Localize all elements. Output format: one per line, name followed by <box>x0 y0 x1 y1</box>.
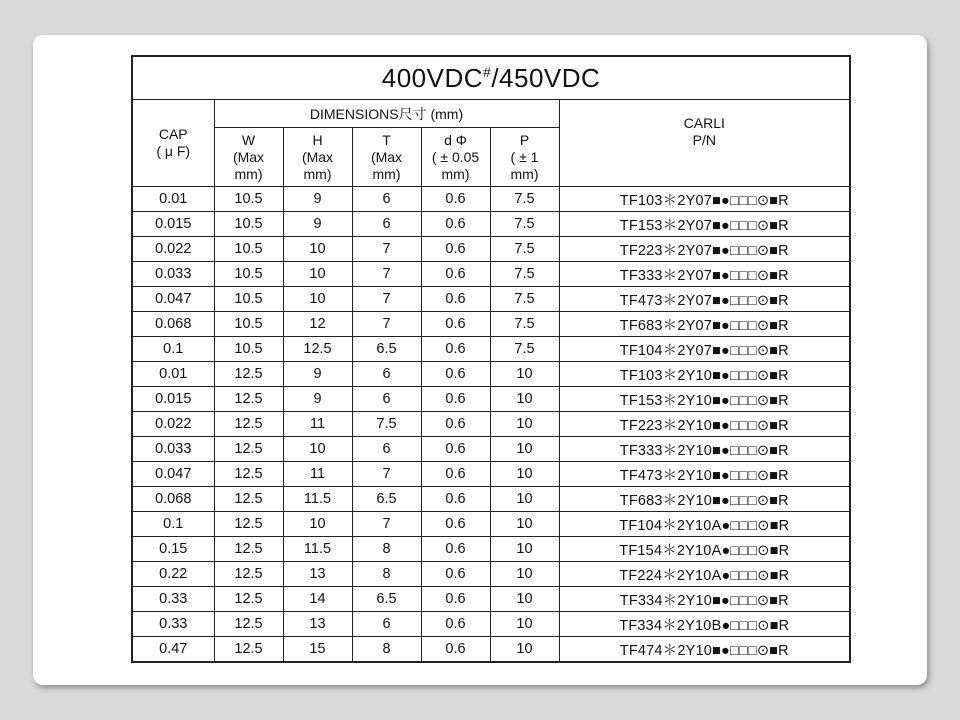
dimension-header-t-line3: mm) <box>372 165 401 182</box>
height-cell: 10 <box>283 287 352 312</box>
table-row <box>132 312 850 337</box>
table-title <box>132 56 850 100</box>
cap-cell: 0.1 <box>132 337 214 362</box>
part-number-cell: TF473＊2Y10■●□□□⊙■R <box>559 462 850 487</box>
width-cell: 12.5 <box>214 462 283 487</box>
thickness-cell: 7 <box>352 462 421 487</box>
dimension-header-w-line2: (Max <box>232 148 265 165</box>
width-cell: 12.5 <box>214 412 283 437</box>
cap-cell: 0.1 <box>132 512 214 537</box>
thickness-cell: 6.5 <box>352 337 421 362</box>
pitch-cell: 10 <box>490 587 559 612</box>
part-number-cell: TF683＊2Y07■●□□□⊙■R <box>559 312 850 337</box>
lead-diameter-cell: 0.6 <box>421 462 490 487</box>
pitch-cell: 10 <box>490 362 559 387</box>
pitch-cell: 7.5 <box>490 337 559 362</box>
height-cell: 9 <box>283 212 352 237</box>
width-cell: 12.5 <box>214 637 283 663</box>
width-cell: 12.5 <box>214 512 283 537</box>
part-number-cell: TF333＊2Y10■●□□□⊙■R <box>559 437 850 462</box>
part-number-cell: TF153＊2Y10■●□□□⊙■R <box>559 387 850 412</box>
part-number-cell: TF683＊2Y10■●□□□⊙■R <box>559 487 850 512</box>
cap-cell: 0.022 <box>132 412 214 437</box>
pitch-cell: 10 <box>490 387 559 412</box>
width-cell: 12.5 <box>214 362 283 387</box>
table-row <box>132 462 850 487</box>
table-row <box>132 212 850 237</box>
pitch-cell: 10 <box>490 612 559 637</box>
pitch-cell: 7.5 <box>490 312 559 337</box>
table-row <box>132 387 850 412</box>
table-row <box>132 187 850 212</box>
cap-cell: 0.015 <box>132 212 214 237</box>
thickness-cell: 6 <box>352 212 421 237</box>
width-cell: 10.5 <box>214 287 283 312</box>
thickness-cell: 7 <box>352 287 421 312</box>
width-cell: 10.5 <box>214 312 283 337</box>
thickness-cell: 6 <box>352 362 421 387</box>
width-cell: 12.5 <box>214 537 283 562</box>
dimension-header-w-line1: W <box>241 131 256 148</box>
table-body <box>132 187 850 663</box>
dimension-header-w <box>214 128 283 187</box>
lead-diameter-cell: 0.6 <box>421 612 490 637</box>
table-row <box>132 437 850 462</box>
part-number-cell: TF473＊2Y07■●□□□⊙■R <box>559 287 850 312</box>
pitch-cell: 10 <box>490 512 559 537</box>
cap-cell: 0.015 <box>132 387 214 412</box>
cap-cell: 0.047 <box>132 462 214 487</box>
thickness-cell: 6 <box>352 612 421 637</box>
cap-cell: 0.022 <box>132 237 214 262</box>
pitch-cell: 10 <box>490 537 559 562</box>
width-cell: 12.5 <box>214 562 283 587</box>
carli-pn-header <box>559 100 850 187</box>
part-number-cell: TF153＊2Y07■●□□□⊙■R <box>559 212 850 237</box>
cap-header-line2: ( μ F) <box>156 143 191 159</box>
dimension-header-h <box>283 128 352 187</box>
part-number-cell: TF103＊2Y07■●□□□⊙■R <box>559 187 850 212</box>
table-row <box>132 612 850 637</box>
height-cell: 11.5 <box>283 487 352 512</box>
table-row <box>132 287 850 312</box>
height-cell: 9 <box>283 387 352 412</box>
thickness-cell: 8 <box>352 537 421 562</box>
dimension-header-h-line2: (Max <box>301 148 334 165</box>
width-cell: 12.5 <box>214 437 283 462</box>
part-number-cell: TF333＊2Y07■●□□□⊙■R <box>559 262 850 287</box>
pitch-cell: 7.5 <box>490 262 559 287</box>
dimension-header-h-line3: mm) <box>303 165 332 182</box>
lead-diameter-cell: 0.6 <box>421 387 490 412</box>
carli-header-line2: P/N <box>692 132 716 148</box>
table-row <box>132 237 850 262</box>
lead-diameter-cell: 0.6 <box>421 337 490 362</box>
cap-cell: 0.33 <box>132 612 214 637</box>
cap-header <box>132 100 214 187</box>
table-row <box>132 512 850 537</box>
pitch-cell: 10 <box>490 562 559 587</box>
height-cell: 11.5 <box>283 537 352 562</box>
thickness-cell: 7 <box>352 512 421 537</box>
dimension-header-t-line2: (Max <box>370 148 403 165</box>
table-row <box>132 412 850 437</box>
pitch-cell: 10 <box>490 437 559 462</box>
lead-diameter-cell: 0.6 <box>421 287 490 312</box>
dimension-header-d-line3: mm) <box>441 165 470 182</box>
part-number-cell: TF104＊2Y07■●□□□⊙■R <box>559 337 850 362</box>
height-cell: 10 <box>283 237 352 262</box>
thickness-cell: 6 <box>352 437 421 462</box>
dimension-header-p-line1: P <box>519 131 530 148</box>
lead-diameter-cell: 0.6 <box>421 537 490 562</box>
pitch-cell: 7.5 <box>490 212 559 237</box>
dimension-header-p-line3: mm) <box>510 165 539 182</box>
cap-cell: 0.01 <box>132 362 214 387</box>
height-cell: 9 <box>283 362 352 387</box>
width-cell: 10.5 <box>214 337 283 362</box>
lead-diameter-cell: 0.6 <box>421 312 490 337</box>
lead-diameter-cell: 0.6 <box>421 412 490 437</box>
lead-diameter-cell: 0.6 <box>421 437 490 462</box>
table-row <box>132 337 850 362</box>
lead-diameter-cell: 0.6 <box>421 587 490 612</box>
pitch-cell: 10 <box>490 462 559 487</box>
carli-header-line1: CARLI <box>683 115 725 131</box>
cap-cell: 0.033 <box>132 262 214 287</box>
lead-diameter-cell: 0.6 <box>421 562 490 587</box>
dimension-header-t-line1: T <box>382 131 391 148</box>
table-row <box>132 487 850 512</box>
cap-cell: 0.33 <box>132 587 214 612</box>
table-row <box>132 262 850 287</box>
part-number-cell: TF334＊2Y10■●□□□⊙■R <box>559 587 850 612</box>
pitch-cell: 10 <box>490 487 559 512</box>
height-cell: 10 <box>283 437 352 462</box>
lead-diameter-cell: 0.6 <box>421 237 490 262</box>
slide <box>33 35 927 685</box>
height-cell: 15 <box>283 637 352 663</box>
height-cell: 12.5 <box>283 337 352 362</box>
capacitor-spec-table <box>131 55 851 663</box>
part-number-cell: TF154＊2Y10A●□□□⊙■R <box>559 537 850 562</box>
lead-diameter-cell: 0.6 <box>421 512 490 537</box>
thickness-cell: 7.5 <box>352 412 421 437</box>
dimension-header-d-line1: d Φ <box>444 131 467 148</box>
lead-diameter-cell: 0.6 <box>421 187 490 212</box>
thickness-cell: 7 <box>352 237 421 262</box>
thickness-cell: 8 <box>352 562 421 587</box>
lead-diameter-cell: 0.6 <box>421 637 490 663</box>
part-number-cell: TF224＊2Y10A●□□□⊙■R <box>559 562 850 587</box>
width-cell: 12.5 <box>214 612 283 637</box>
table-row <box>132 362 850 387</box>
height-cell: 9 <box>283 187 352 212</box>
height-cell: 11 <box>283 412 352 437</box>
cap-header-line1: CAP <box>158 126 188 142</box>
cap-cell: 0.01 <box>132 187 214 212</box>
thickness-cell: 6.5 <box>352 487 421 512</box>
thickness-cell: 6 <box>352 187 421 212</box>
pitch-cell: 7.5 <box>490 237 559 262</box>
cap-cell: 0.033 <box>132 437 214 462</box>
dimension-header-d-line2: ( ± 0.05 <box>431 148 480 165</box>
pitch-cell: 7.5 <box>490 287 559 312</box>
width-cell: 10.5 <box>214 237 283 262</box>
cap-cell: 0.047 <box>132 287 214 312</box>
height-cell: 11 <box>283 462 352 487</box>
pitch-cell: 7.5 <box>490 187 559 212</box>
lead-diameter-cell: 0.6 <box>421 262 490 287</box>
height-cell: 13 <box>283 562 352 587</box>
table-row <box>132 562 850 587</box>
thickness-cell: 8 <box>352 637 421 663</box>
title-superscript: # <box>483 63 492 80</box>
part-number-cell: TF223＊2Y10■●□□□⊙■R <box>559 412 850 437</box>
cap-cell: 0.068 <box>132 312 214 337</box>
height-cell: 12 <box>283 312 352 337</box>
cap-cell: 0.22 <box>132 562 214 587</box>
dimension-header-p-line2: ( ± 1 <box>510 148 539 165</box>
cap-cell: 0.15 <box>132 537 214 562</box>
height-cell: 14 <box>283 587 352 612</box>
pitch-cell: 10 <box>490 412 559 437</box>
title-rest: /450VDC <box>491 62 601 93</box>
width-cell: 12.5 <box>214 387 283 412</box>
thickness-cell: 6.5 <box>352 587 421 612</box>
part-number-cell: TF104＊2Y10A●□□□⊙■R <box>559 512 850 537</box>
dimension-header-d <box>421 128 490 187</box>
thickness-cell: 7 <box>352 312 421 337</box>
part-number-cell: TF103＊2Y10■●□□□⊙■R <box>559 362 850 387</box>
part-number-cell: TF334＊2Y10B●□□□⊙■R <box>559 612 850 637</box>
height-cell: 10 <box>283 512 352 537</box>
dimension-header-h-line1: H <box>312 131 323 148</box>
table-row <box>132 637 850 663</box>
thickness-cell: 7 <box>352 262 421 287</box>
width-cell: 12.5 <box>214 587 283 612</box>
cap-cell: 0.068 <box>132 487 214 512</box>
width-cell: 10.5 <box>214 187 283 212</box>
thickness-cell: 6 <box>352 387 421 412</box>
pitch-cell: 10 <box>490 637 559 663</box>
title-main: 400VDC <box>381 62 484 93</box>
dimension-header-t <box>352 128 421 187</box>
width-cell: 10.5 <box>214 262 283 287</box>
table-row <box>132 587 850 612</box>
cap-cell: 0.47 <box>132 637 214 663</box>
height-cell: 10 <box>283 262 352 287</box>
part-number-cell: TF223＊2Y07■●□□□⊙■R <box>559 237 850 262</box>
table-row <box>132 537 850 562</box>
dimension-header-w-line3: mm) <box>234 165 263 182</box>
lead-diameter-cell: 0.6 <box>421 212 490 237</box>
dimensions-header: DIMENSIONS尺寸 (mm) <box>214 100 559 128</box>
width-cell: 12.5 <box>214 487 283 512</box>
lead-diameter-cell: 0.6 <box>421 362 490 387</box>
height-cell: 13 <box>283 612 352 637</box>
lead-diameter-cell: 0.6 <box>421 487 490 512</box>
width-cell: 10.5 <box>214 212 283 237</box>
part-number-cell: TF474＊2Y10■●□□□⊙■R <box>559 637 850 663</box>
dimension-header-p <box>490 128 559 187</box>
